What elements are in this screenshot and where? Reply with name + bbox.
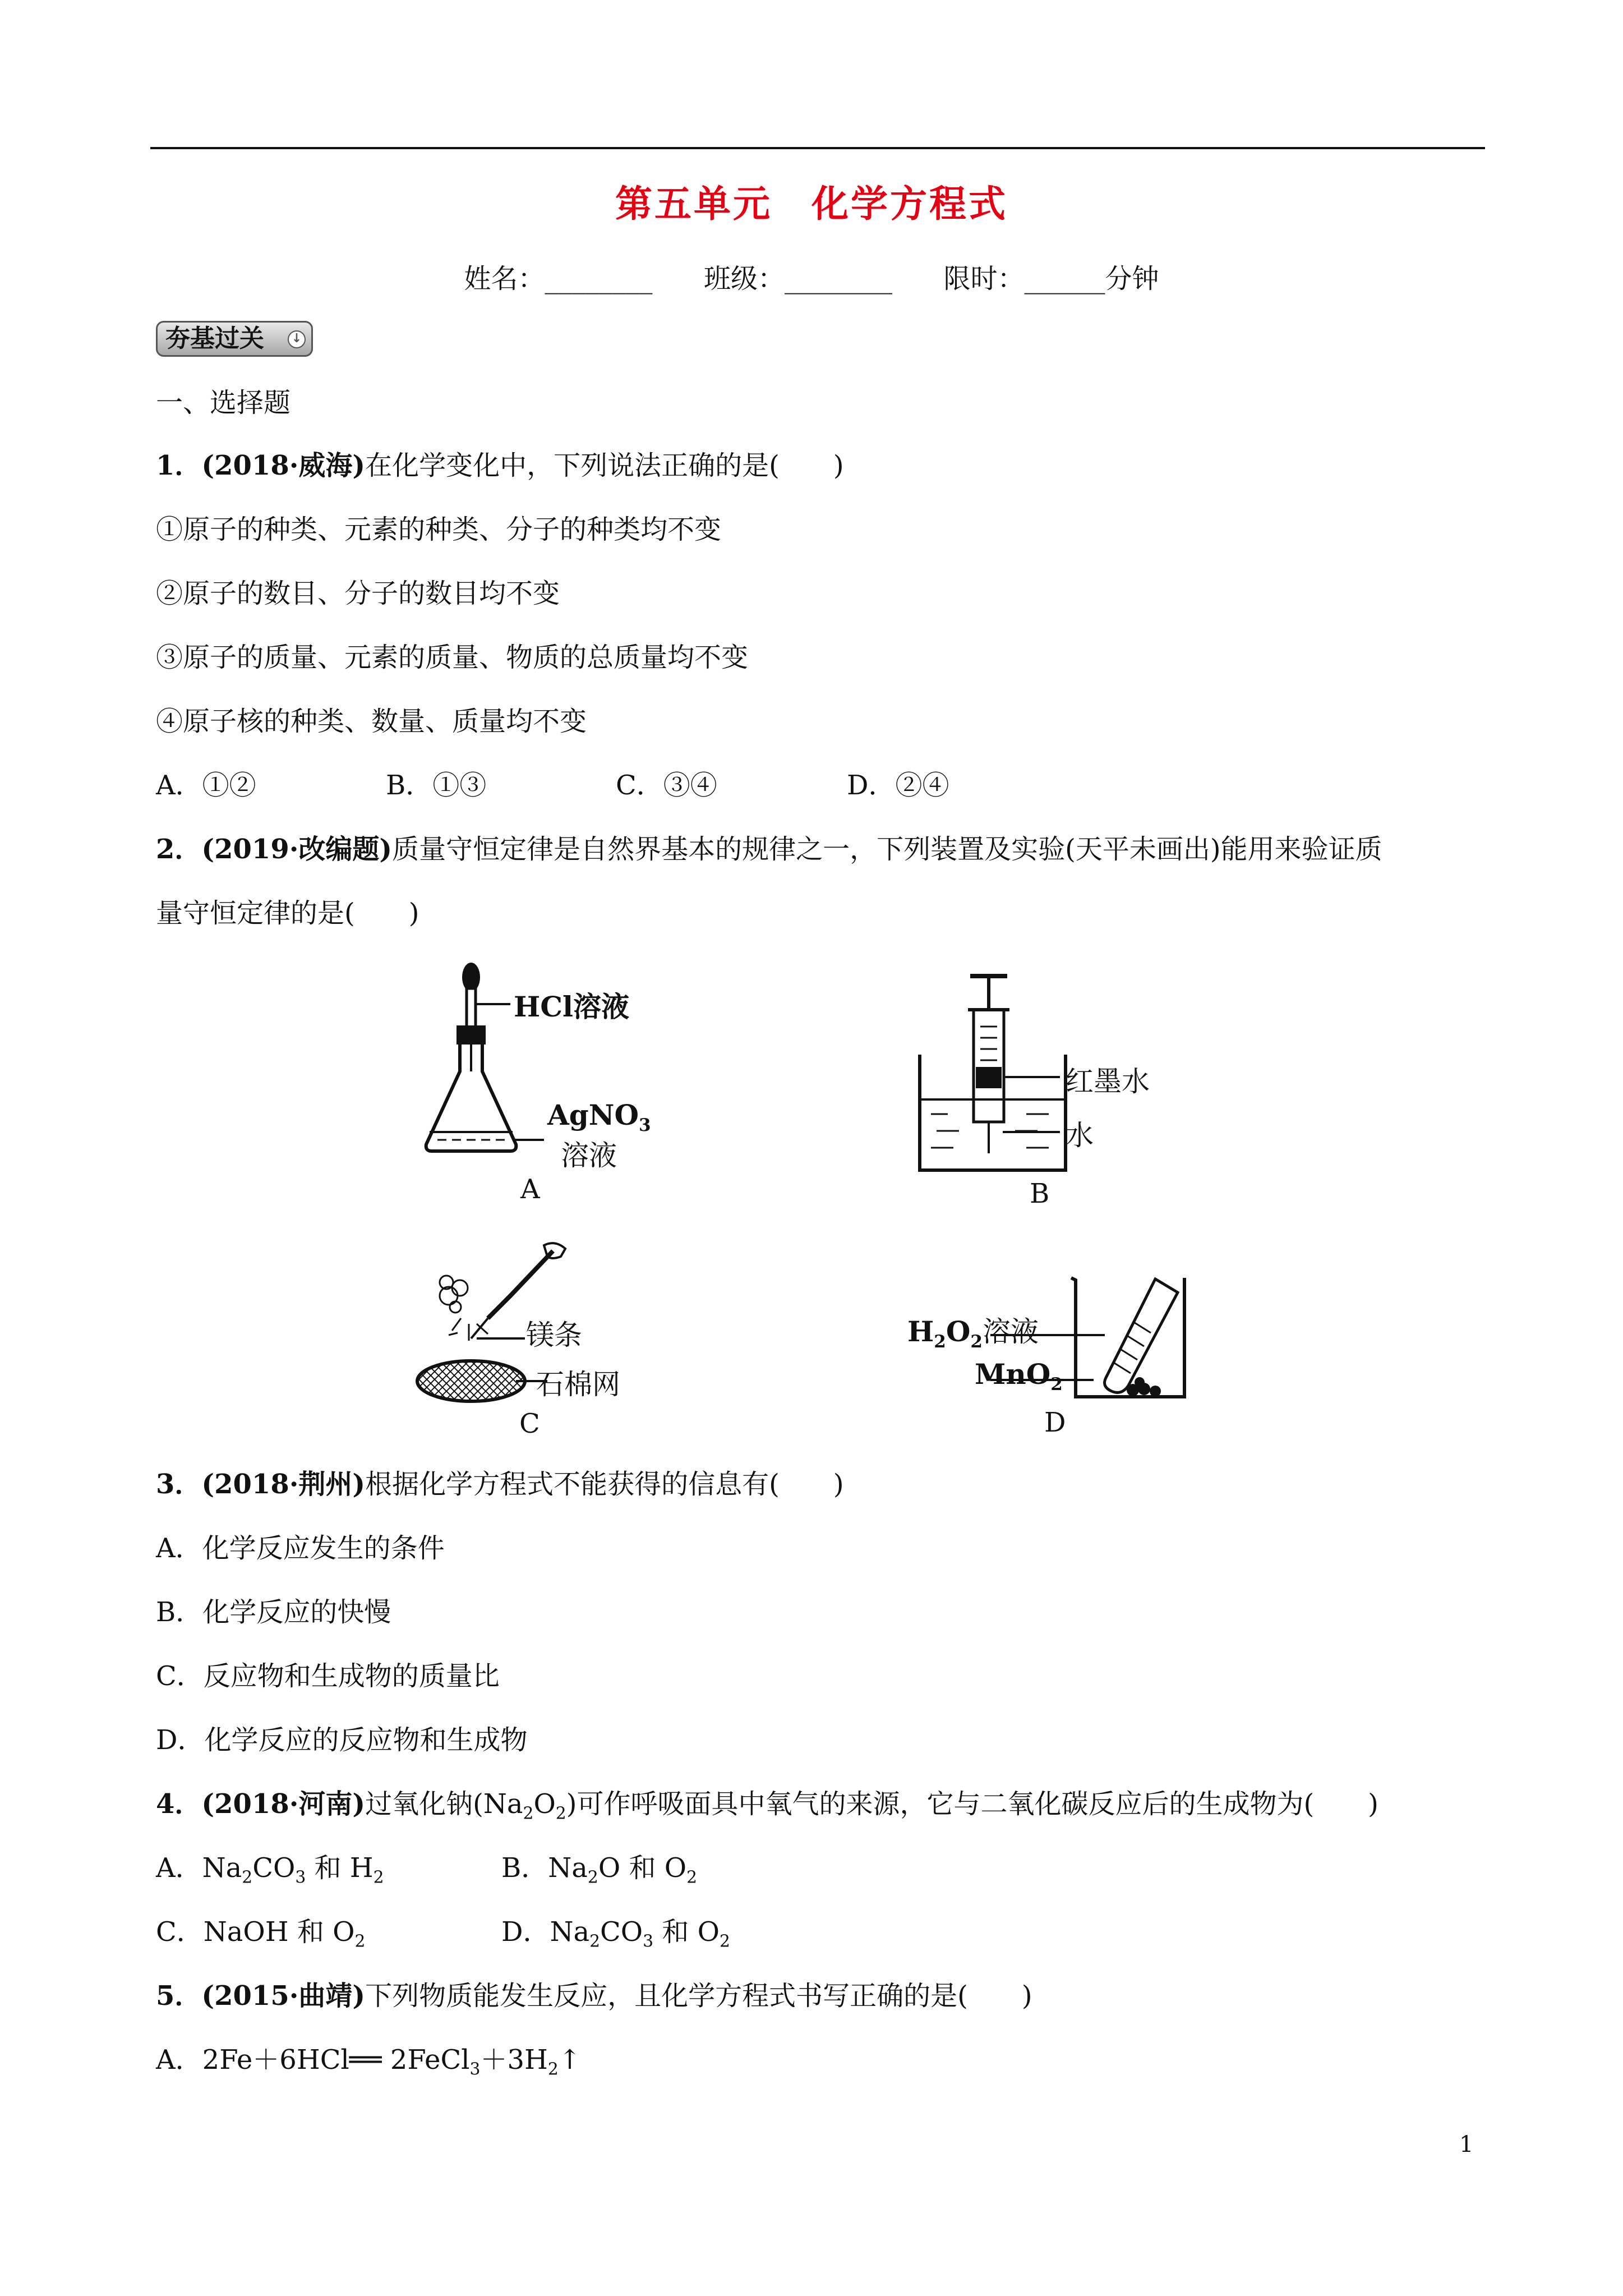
section-badge-label: 夯基过关 bbox=[165, 324, 264, 353]
figure-a-caption: A bbox=[520, 1174, 540, 1205]
q5-option-a: A．2Fe＋6HCl══ $2FeCl_3+3H_2↑$ bbox=[156, 2044, 582, 2079]
q1-options bbox=[156, 769, 1491, 802]
figure-d-caption: D bbox=[1044, 1407, 1066, 1438]
question-4-source: (2018·河南) bbox=[201, 1788, 366, 1820]
question-2 bbox=[156, 832, 1382, 866]
question-2-number: 2． bbox=[156, 834, 202, 865]
question-5-stem: 下列物质能发生反应，且化学方程式书写正确的是( ) bbox=[365, 1980, 1032, 2012]
q1-statement-1: ①原子的种类、元素的种类、分子的种类均不变 bbox=[156, 514, 722, 545]
down-arrow-icon: ↓ bbox=[288, 330, 306, 348]
name-field: 姓名：________ bbox=[464, 263, 653, 295]
student-info-line bbox=[0, 257, 1623, 296]
time-limit-field: 限时：______分钟 bbox=[943, 263, 1159, 295]
q1-statement-4: ④原子核的种类、数量、质量均不变 bbox=[156, 706, 587, 737]
figure-d-label-h2o2: $H_2O_2$溶液 bbox=[907, 1315, 1039, 1352]
figure-b-label-red-ink: 红墨水 bbox=[1066, 1065, 1150, 1098]
question-1 bbox=[156, 449, 844, 482]
top-rule bbox=[150, 147, 1485, 149]
question-1-source: (2018·威海) bbox=[201, 450, 366, 481]
section-heading: 一、选择题 bbox=[156, 387, 291, 418]
figure-a-label-solution: 溶液 bbox=[561, 1139, 617, 1172]
figure-a-label-agno3: AgNO$_3$ bbox=[547, 1098, 651, 1135]
question-3-number: 3． bbox=[156, 1469, 202, 1500]
question-2-stem-line-2: 量守恒定律的是( ) bbox=[156, 898, 419, 929]
question-2-source: (2019·改编题) bbox=[201, 834, 393, 865]
question-3-source: (2018·荆州) bbox=[201, 1469, 366, 1500]
q3-option-a: A．化学反应发生的条件 bbox=[156, 1533, 445, 1564]
q1-option-c: C．③④ bbox=[616, 770, 717, 801]
q3-option-d: D．化学反应的反应物和生成物 bbox=[156, 1724, 528, 1756]
question-2-stem-line-1: 质量守恒定律是自然界基本的规律之一，下列装置及实验(天平未画出)能用来验证质 bbox=[392, 834, 1382, 865]
question-1-stem: 在化学变化中，下列说法正确的是( ) bbox=[365, 450, 844, 481]
section-badge bbox=[156, 321, 313, 357]
figure-a-label-hcl: HCl溶液 bbox=[514, 990, 630, 1023]
q1-option-a: A．①② bbox=[156, 770, 256, 801]
q4-options-row-1 bbox=[156, 1851, 1491, 1888]
figure-d-label-mno2: MnO$_2$ bbox=[975, 1358, 1063, 1395]
figure-b-label-water: 水 bbox=[1066, 1119, 1094, 1152]
page-title: 第五单元 化学方程式 bbox=[615, 182, 1008, 226]
q1-statement-3: ③原子的质量、元素的质量、物质的总质量均不变 bbox=[156, 642, 749, 673]
class-field: 班级：________ bbox=[703, 263, 892, 295]
q4-option-a: A．$Na_2CO_3$ 和 $H_2$ bbox=[156, 1852, 384, 1888]
q4-options-row-2 bbox=[156, 1915, 1491, 1952]
question-5 bbox=[156, 1979, 1032, 2013]
question-3 bbox=[156, 1467, 844, 1501]
question-4-number: 4． bbox=[156, 1788, 202, 1820]
question-3-stem: 根据化学方程式不能获得的信息有( ) bbox=[365, 1469, 844, 1500]
figure-b-caption: B bbox=[1030, 1178, 1050, 1209]
figure-c-label-asbestos-net: 石棉网 bbox=[536, 1368, 620, 1401]
q1-option-b: B．①③ bbox=[386, 770, 487, 801]
page-number: 1 bbox=[1459, 2132, 1474, 2157]
figure-c-caption: C bbox=[519, 1408, 540, 1439]
question-4: 4．(2018·河南)过氧化钠$(Na_2O_2)$可作呼吸面具中氧气的来源，它与二氧化碳反应后的生成物为( ) bbox=[156, 1788, 1378, 1824]
q1-statement-2: ②原子的数目、分子的数目均不变 bbox=[156, 578, 560, 609]
q1-option-d: D．②④ bbox=[847, 770, 949, 801]
question-5-number: 5． bbox=[156, 1980, 202, 2012]
q4-option-c: C．NaOH 和 $O_2$ bbox=[156, 1916, 366, 1952]
q3-option-b: B．化学反应的快慢 bbox=[156, 1596, 391, 1628]
q4-option-b: B．$Na_2O$ 和 $O_2$ bbox=[501, 1852, 698, 1888]
figure-c-label-magnesium: 镁条 bbox=[526, 1319, 582, 1351]
q3-option-c: C．反应物和生成物的质量比 bbox=[156, 1660, 500, 1692]
question-1-number: 1． bbox=[156, 450, 202, 481]
question-5-source: (2015·曲靖) bbox=[201, 1980, 366, 2012]
q4-option-d: D．$Na_2CO_3$ 和 $O_2$ bbox=[501, 1916, 730, 1952]
